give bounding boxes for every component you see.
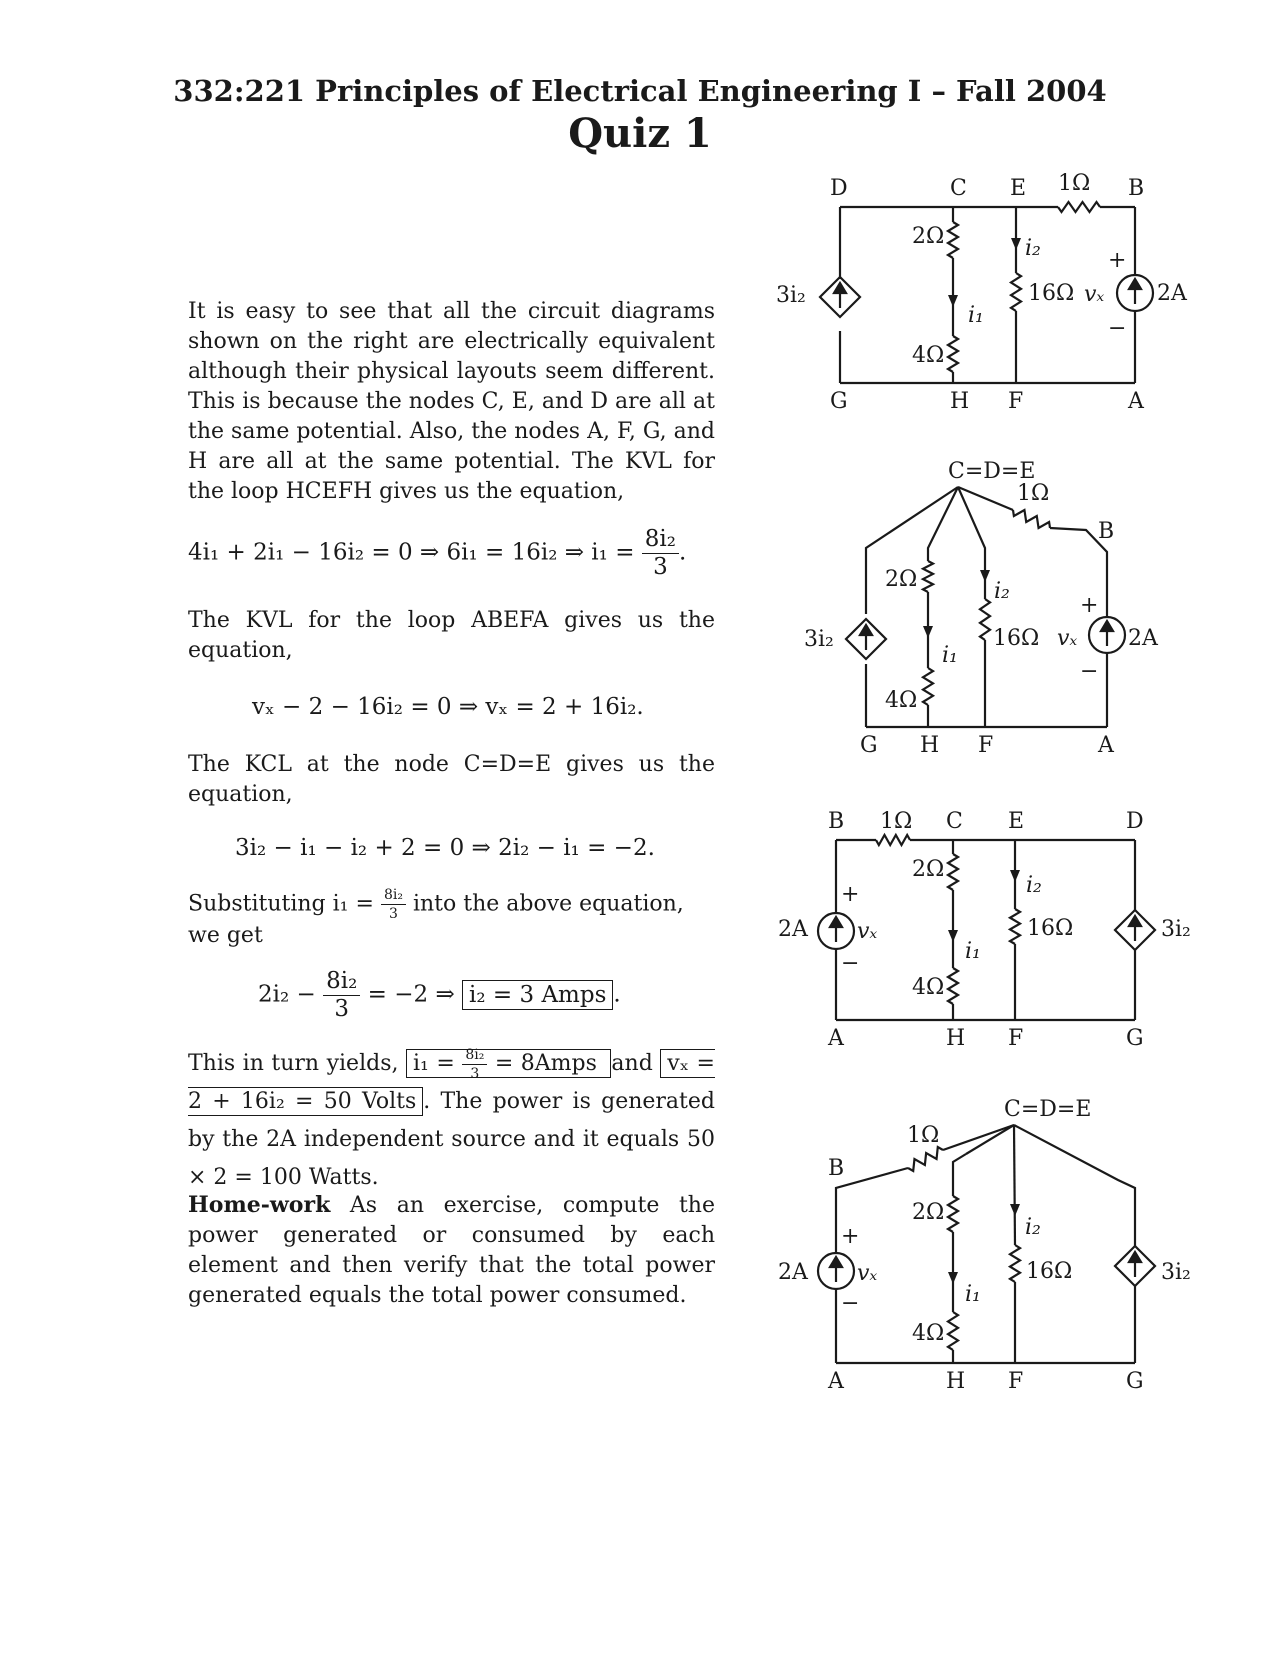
circuit-label: F (1008, 389, 1024, 414)
resistor-2ohm (948, 854, 958, 890)
circuit-label: B (828, 809, 845, 834)
circuit-label: G (830, 389, 848, 414)
circuit-label: D (830, 176, 848, 201)
arrow-i2 (1010, 1204, 1020, 1216)
frac-num: 8i₂ (381, 888, 406, 905)
quiz-title: Quiz 1 (568, 110, 712, 157)
arrow-i2 (1010, 870, 1020, 882)
result-post: . The power is generated by the 2A independent source and it equals 50 × 2 = 100 Watts. (188, 1089, 715, 1190)
circuit-label: 16Ω (1026, 1259, 1073, 1284)
equation-kvl-hcefh: 4i₁ + 2i₁ − 16i₂ = 0 ⇒ 6i₁ = 16i₂ ⇒ i₁ = $\frac{\text{8i₂}}{3}$ . (188, 526, 687, 580)
circuit-label: 3i₂ (1161, 1260, 1191, 1285)
circuit-label: 2A (778, 917, 808, 942)
circuit-label: G (1126, 1369, 1144, 1394)
subst-i1: i₁ = (332, 891, 374, 917)
result-mid: and (611, 1051, 653, 1076)
resistor-16ohm (1011, 273, 1021, 311)
circuit-label: i₁ (965, 1282, 981, 1307)
resistor-4ohm (923, 668, 933, 705)
circuit-label: 1Ω (1058, 171, 1091, 196)
circuit-label: − (841, 951, 860, 976)
intro-paragraph: It is easy to see that all the circuit diagrams shown on the right are electrically equivalent although their physical layouts seem different. This is because the nodes C, E, and D are all at the same potential. Also, the nodes A, F, G, and H are all at the same potential. The KVL for the loop HCEFH gives us the equation, (188, 299, 715, 504)
circuit-label: C (950, 176, 967, 201)
circuit-label: − (1080, 659, 1099, 684)
circuit-label: vₓ (857, 919, 878, 944)
circuit-label: 1Ω (907, 1123, 940, 1148)
eq1-left: 4i₁ + 2i₁ − 16i₂ = 0 ⇒ 6i₁ = 16i₂ ⇒ i₁ = (188, 539, 635, 566)
equation-kvl-abefa: vₓ − 2 − 16i₂ = 0 ⇒ vₓ = 2 + 16i₂. (252, 694, 644, 720)
resistor-2ohm (923, 561, 933, 592)
circuit-label: 16Ω (1028, 281, 1075, 306)
source-arrow-head (834, 283, 846, 293)
circuit-label: 2A (778, 1260, 808, 1285)
source-arrow-head (1129, 279, 1141, 289)
circuit-label: 1Ω (1017, 481, 1050, 506)
circuit-label: 4Ω (885, 688, 918, 713)
circuit-label: F (1008, 1026, 1024, 1051)
subst-pre: Substituting (188, 891, 326, 917)
frac-den: 3 (388, 906, 398, 922)
circuit-label: A (1128, 389, 1144, 414)
frac-num: 8i₂ (323, 970, 360, 996)
arrow-i1 (948, 1272, 958, 1284)
circuit-label: 2Ω (885, 567, 918, 592)
circuit-label: H (950, 389, 970, 414)
wire (958, 487, 985, 599)
resistor-4ohm (948, 336, 958, 372)
circuit-label: B (1128, 176, 1145, 201)
kcl-lead: The KCL at the node C=D=E gives us the equation, (188, 752, 715, 807)
eq4-mid: = −2 ⇒ (367, 981, 455, 1008)
source-arrow-head (830, 1257, 842, 1267)
resistor-2ohm (948, 1196, 958, 1232)
circuit-label: + (841, 882, 860, 907)
circuit-label: F (1008, 1369, 1024, 1394)
circuit-label: 3i₂ (1161, 917, 1191, 942)
circuit-label: 1Ω (880, 809, 913, 834)
circuit-label: − (841, 1291, 860, 1316)
circuit-label: 3i₂ (804, 627, 834, 652)
equation-kcl: 3i₂ − i₁ − i₂ + 2 = 0 ⇒ 2i₂ − i₁ = −2. (235, 835, 655, 861)
resistor-1ohm (908, 1147, 943, 1171)
kvl-abefa-lead: The KVL for the loop ABEFA gives us the equation, (188, 608, 715, 663)
frac-num: 8i₂ (642, 528, 679, 554)
circuit-label: A (828, 1026, 844, 1051)
wire (1014, 1125, 1015, 1245)
circuit-label: 16Ω (1027, 916, 1074, 941)
circuit-label: + (1108, 248, 1127, 273)
frac-num: 8i₂ (462, 1048, 487, 1065)
circuit-label: i₁ (965, 939, 981, 964)
resistor-1ohm (1058, 202, 1100, 212)
resistor-16ohm (1010, 1245, 1020, 1282)
arrow-i1 (923, 626, 933, 638)
circuit-label: G (1126, 1026, 1144, 1051)
circuit-label: 4Ω (912, 343, 945, 368)
circuit-label: i₂ (1025, 1215, 1041, 1240)
circuit-label: + (841, 1224, 860, 1249)
circuit-label: 16Ω (993, 626, 1040, 651)
eq4-left: 2i₂ − (258, 981, 316, 1008)
circuit-label: i₁ (968, 303, 984, 328)
circuit-label: G (860, 733, 878, 758)
circuit-label: i₁ (942, 643, 958, 668)
circuit-label: B (1098, 519, 1115, 544)
resistor-16ohm (980, 599, 990, 640)
arrow-i2 (980, 570, 990, 582)
circuit-label: − (1108, 316, 1127, 341)
arrow-i2 (1011, 238, 1021, 250)
circuit-label: + (1080, 593, 1099, 618)
circuit-label: 2Ω (912, 1200, 945, 1225)
homework-text: As an exercise, compute the power generated or consumed by each element and then verify that the total power generated equals the total power consumed. (188, 1193, 715, 1308)
circuit-label: F (978, 733, 994, 758)
circuit-label: vₓ (1084, 282, 1105, 307)
circuit-label: 2A (1128, 626, 1158, 651)
subst-post: into the above equation, we get (188, 891, 684, 948)
i1-box-right: = 8Amps (494, 1051, 597, 1076)
circuit-label: C=D=E (1004, 1097, 1092, 1122)
wire (866, 487, 958, 614)
source-arrow-head (1129, 916, 1141, 926)
frac-den: 3 (470, 1065, 480, 1082)
circuit-label: vₓ (1057, 626, 1078, 651)
i2-result-box: i₂ = 3 Amps (462, 980, 613, 1010)
source-arrow-head (860, 625, 872, 635)
circuit-label: 2Ω (912, 857, 945, 882)
equation-solve-i2: 2i₂ − $\frac{\text{8i₂}}{3}$ = −2 ⇒ i₂ = 3 Amps . (258, 968, 621, 1022)
circuit-label: 4Ω (912, 975, 945, 1000)
circuit-label: A (1098, 733, 1114, 758)
arrow-i1 (948, 930, 958, 942)
frac-den: 3 (334, 996, 350, 1022)
circuit-label: C=D=E (948, 459, 1036, 484)
circuit-label: 2Ω (912, 224, 945, 249)
arrow-i1 (948, 295, 958, 307)
circuit-label: 2A (1157, 281, 1187, 306)
resistor-2ohm (948, 222, 958, 258)
wire (953, 1154, 966, 1196)
circuit-label: H (920, 733, 940, 758)
circuit-label: i₂ (1026, 873, 1042, 898)
circuit-label: H (946, 1026, 966, 1051)
resistor-4ohm (948, 1312, 958, 1350)
homework-label: Home-work (188, 1192, 331, 1218)
source-arrow-head (1129, 1252, 1141, 1262)
circuit-label: vₓ (857, 1261, 878, 1286)
circuit-label: i₂ (1025, 236, 1041, 261)
circuit-label: H (946, 1369, 966, 1394)
circuit-label: A (828, 1369, 844, 1394)
circuit-label: 4Ω (912, 1321, 945, 1346)
circuit-label: i₂ (994, 579, 1010, 604)
i1-box-left: i₁ = (413, 1051, 455, 1076)
frac-den: 3 (653, 554, 668, 580)
resistor-16ohm (1010, 909, 1020, 944)
resistor-4ohm (948, 968, 958, 1004)
resistor-1ohm (876, 835, 910, 845)
result-pre: This in turn yields, (188, 1051, 399, 1076)
vx-result-box: vₓ = 2 + 16i₂ = 50 Volts (188, 1051, 715, 1114)
course-title: 332:221 Principles of Electrical Engineering I – Fall 2004 (173, 74, 1107, 108)
source-arrow-head (830, 917, 842, 927)
resistor-1ohm (1013, 510, 1050, 528)
circuit-label: C (946, 809, 963, 834)
circuit-label: D (1126, 809, 1144, 834)
circuit-label: E (1008, 809, 1025, 834)
source-arrow-head (1101, 621, 1113, 631)
circuit-label: 3i₂ (776, 283, 806, 308)
circuit-label: E (1010, 176, 1027, 201)
circuit-label: B (828, 1156, 845, 1181)
